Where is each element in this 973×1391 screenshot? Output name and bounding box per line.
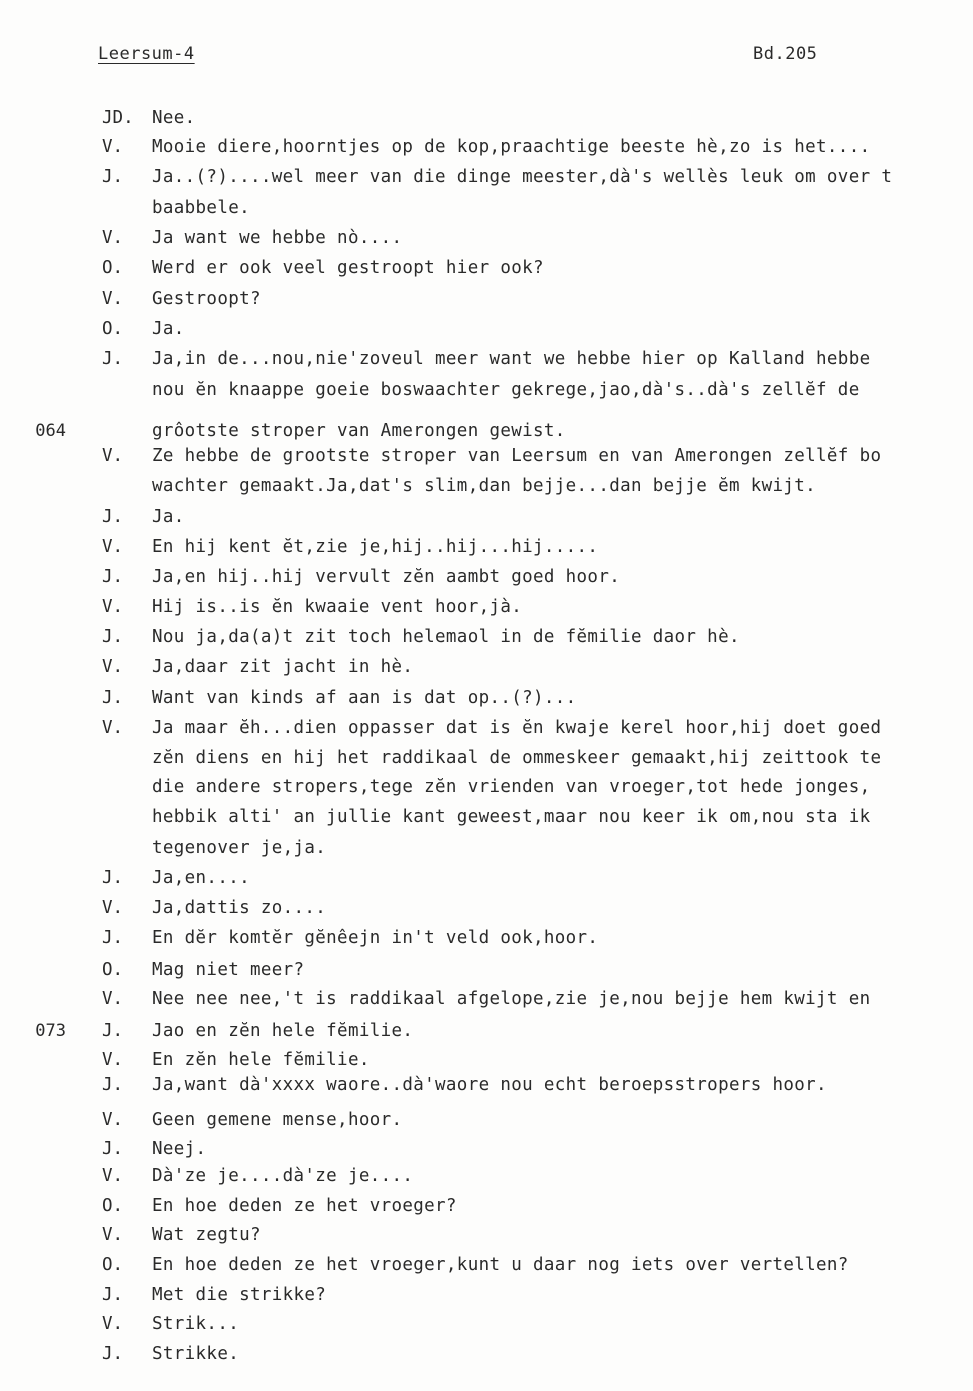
speaker-label: V.	[102, 1314, 124, 1334]
transcript-line	[0, 1135, 973, 1163]
transcript-line	[0, 864, 973, 892]
speaker-label: J.	[102, 688, 124, 708]
utterance-text: Nee nee nee,'t is raddikaal afgelope,zie je,nou bejje hem kwijt en	[152, 989, 871, 1009]
utterance-text: Gestroopt?	[152, 289, 261, 309]
speaker-label: V.	[102, 537, 124, 557]
transcript-line	[0, 1340, 973, 1368]
transcript-line	[0, 924, 973, 952]
transcript-line	[0, 533, 973, 561]
speaker-label: V.	[102, 228, 124, 248]
transcript-line	[0, 254, 973, 282]
transcript-line	[0, 1046, 973, 1074]
transcript-line	[0, 653, 973, 681]
transcript-line	[0, 956, 973, 984]
utterance-text: Ja want we hebbe nò....	[152, 228, 403, 248]
utterance-text: En dĕr komtĕr gĕnêejn in't veld ook,hoor.	[152, 928, 599, 948]
transcript-line	[0, 285, 973, 313]
transcript-line	[0, 133, 973, 161]
speaker-label: V.	[102, 718, 124, 738]
utterance-text: baabbele.	[152, 198, 250, 218]
transcript-line	[0, 1071, 973, 1099]
speaker-label: O.	[102, 1196, 124, 1216]
transcript-line	[0, 194, 973, 222]
transcript-line	[0, 503, 973, 531]
speaker-label: J.	[102, 1344, 124, 1364]
transcript-line	[0, 163, 973, 191]
utterance-text: die andere stropers,tege zĕn vrienden van vroeger,tot hede jonges,	[152, 777, 871, 797]
transcript-line	[0, 442, 973, 470]
utterance-text: Geen gemene mense,hoor.	[152, 1110, 403, 1130]
transcript-line	[0, 345, 973, 373]
utterance-text: wachter gemaakt.Ja,dat's slim,dan bejje...dan bejje ĕm kwijt.	[152, 476, 817, 496]
utterance-text: Mooie diere,hoorntjes op de kop,praachtige beeste hè,zo is het....	[152, 137, 871, 157]
utterance-text: Ja maar ĕh...dien oppasser dat is ĕn kwaje kerel hoor,hij doet goed	[152, 718, 882, 738]
speaker-label: V.	[102, 289, 124, 309]
utterance-text: Ja,dattis zo....	[152, 898, 327, 918]
transcript-line	[0, 803, 973, 831]
speaker-label: O.	[102, 258, 124, 278]
utterance-text: Ja,daar zit jacht in hè.	[152, 657, 414, 677]
speaker-label: V.	[102, 446, 124, 466]
transcript-line	[0, 1251, 973, 1279]
transcript-line	[0, 472, 973, 500]
transcript-line	[0, 1310, 973, 1338]
utterance-text: tegenover je,ja.	[152, 838, 327, 858]
speaker-label: O.	[102, 1255, 124, 1275]
utterance-text: Ze hebbe de grootste stroper van Leersum en van Amerongen zellĕf bo	[152, 446, 882, 466]
speaker-label: J.	[102, 349, 124, 369]
transcript-line	[0, 315, 973, 343]
transcript-line	[0, 1106, 973, 1134]
speaker-label: V.	[102, 1050, 124, 1070]
utterance-text: Ja,en hij..hij vervult zĕn aambt goed hoor.	[152, 567, 621, 587]
speaker-label: J.	[102, 928, 124, 948]
transcript-line	[0, 623, 973, 651]
transcript-line	[0, 834, 973, 862]
utterance-text: Werd er ook veel gestroopt hier ook?	[152, 258, 544, 278]
speaker-label: J.	[102, 167, 124, 187]
speaker-label: J.	[102, 1285, 124, 1305]
tape-counter-number: 064	[35, 421, 66, 441]
utterance-text: En zĕn hele fĕmilie.	[152, 1050, 370, 1070]
speaker-label: V.	[102, 657, 124, 677]
speaker-label: O.	[102, 319, 124, 339]
transcript-line	[0, 684, 973, 712]
transcript-line	[0, 593, 973, 621]
utterance-text: En hoe deden ze het vroeger?	[152, 1196, 457, 1216]
transcript-line	[0, 1162, 973, 1190]
utterance-text: hebbik alti' an jullie kant geweest,maar nou keer ik om,nou sta ik	[152, 807, 871, 827]
utterance-text: nou ĕn knaappe goeie boswaachter gekrege,jao,dà's..dà's zellĕf de	[152, 380, 860, 400]
speaker-label: V.	[102, 1110, 124, 1130]
utterance-text: Ja,en....	[152, 868, 250, 888]
speaker-label: V.	[102, 1225, 124, 1245]
speaker-label: J.	[102, 627, 124, 647]
transcript-line	[0, 985, 973, 1013]
speaker-label: V.	[102, 597, 124, 617]
utterance-text: En hij kent ĕt,zie je,hij..hij...hij.....	[152, 537, 599, 557]
utterance-text: Ja,want dà'xxxx waore..dà'waore nou echt beroepsstropers hoor.	[152, 1075, 827, 1095]
speaker-label: J.	[102, 567, 124, 587]
speaker-label: V.	[102, 898, 124, 918]
speaker-label: V.	[102, 989, 124, 1009]
transcript-line	[0, 1192, 973, 1220]
speaker-label: O.	[102, 960, 124, 980]
utterance-text: zĕn diens en hij het raddikaal de ommeskeer gemaakt,hij zeittook te	[152, 748, 882, 768]
utterance-text: Ja.	[152, 507, 185, 527]
transcript-line	[0, 1221, 973, 1249]
page-header-location: Leersum-4	[98, 44, 195, 64]
page-header-tape-number: Bd.205	[753, 44, 818, 64]
utterance-text: Strik...	[152, 1314, 240, 1334]
transcript-line	[0, 1017, 973, 1045]
utterance-text: En hoe deden ze het vroeger,kunt u daar nog iets over vertellen?	[152, 1255, 849, 1275]
utterance-text: Ja,in de...nou,nie'zoveul meer want we hebbe hier op Kalland hebbe	[152, 349, 871, 369]
speaker-label: J.	[102, 1139, 124, 1159]
transcript-line	[0, 563, 973, 591]
speaker-label: V.	[102, 137, 124, 157]
transcript-line	[0, 417, 973, 445]
transcript-line	[0, 744, 973, 772]
utterance-text: Strikke.	[152, 1344, 240, 1364]
tape-counter-number: 073	[35, 1021, 66, 1041]
transcript-line	[0, 224, 973, 252]
utterance-text: Ja..(?)....wel meer van die dinge meester,dà's wellès leuk om over t	[152, 167, 893, 187]
utterance-text: Dà'ze je....dà'ze je....	[152, 1166, 414, 1186]
utterance-text: Wat zegtu?	[152, 1225, 261, 1245]
utterance-text: Want van kinds af aan is dat op..(?)...	[152, 688, 577, 708]
utterance-text: Jao en zĕn hele fĕmilie.	[152, 1021, 414, 1041]
speaker-label: JD.	[102, 108, 134, 128]
transcript-line	[0, 376, 973, 404]
transcript-line	[0, 773, 973, 801]
transcript-line	[0, 104, 973, 132]
utterance-text: grôotste stroper van Amerongen gewist.	[152, 421, 566, 441]
utterance-text: Hij is..is ĕn kwaaie vent hoor,jà.	[152, 597, 523, 617]
transcript-line	[0, 1281, 973, 1309]
speaker-label: J.	[102, 1021, 124, 1041]
speaker-label: J.	[102, 868, 124, 888]
utterance-text: Nou ja,da(a)t zit toch helemaol in de fĕmilie daor hè.	[152, 627, 740, 647]
speaker-label: V.	[102, 1166, 124, 1186]
utterance-text: Mag niet meer?	[152, 960, 305, 980]
speaker-label: J.	[102, 1075, 124, 1095]
utterance-text: Neej.	[152, 1139, 207, 1159]
transcript-line	[0, 894, 973, 922]
utterance-text: Nee.	[152, 108, 196, 128]
utterance-text: Met die strikke?	[152, 1285, 327, 1305]
transcript-line	[0, 714, 973, 742]
utterance-text: Ja.	[152, 319, 185, 339]
speaker-label: J.	[102, 507, 124, 527]
